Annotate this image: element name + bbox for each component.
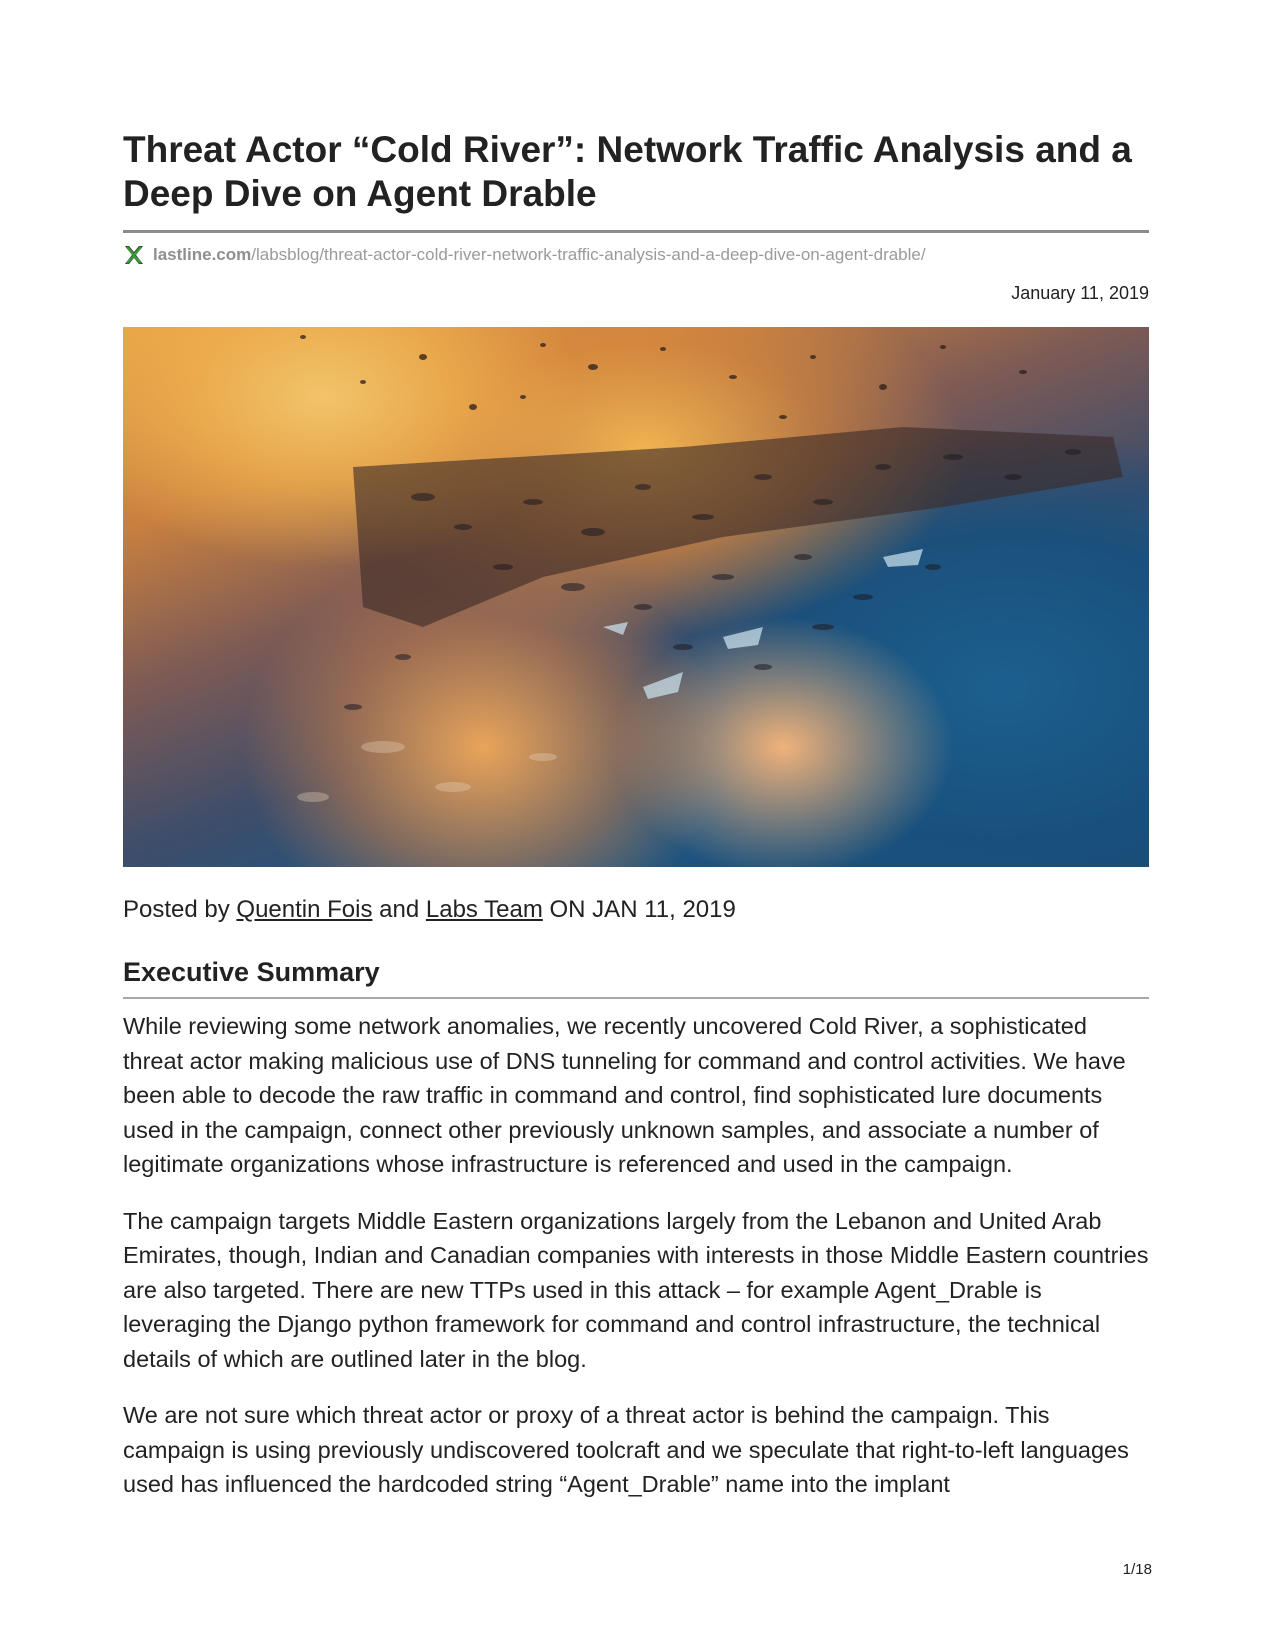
executive-summary-heading: Executive Summary xyxy=(123,957,380,987)
ice-texture xyxy=(123,327,1149,867)
article-title: Threat Actor “Cold River”: Network Traffic Analysis and a Deep Dive on Agent Drable xyxy=(123,129,1132,214)
author-link-labs-team[interactable]: Labs Team xyxy=(425,896,543,923)
summary-paragraph-2: The campaign targets Middle Eastern organizations largely from the Lebanon and United Arab Emirates, though, Indian and Canadian companies with interests in those Middle Eastern countries are also targeted. There are new TTPs used in this attack – for example Agent_Drable is leveraging the Django python framework for command and control infrastructure, the technical details of which are outlined later in the blog. xyxy=(123,1207,1149,1372)
source-domain[interactable]: lastline.com xyxy=(153,245,252,264)
byline-joiner: and xyxy=(372,896,426,923)
byline-prefix: Posted by xyxy=(123,896,237,923)
publish-date: January 11, 2019 xyxy=(1011,283,1149,303)
lastline-logo-icon xyxy=(123,244,145,266)
source-url-row[interactable] xyxy=(123,243,1149,267)
byline xyxy=(123,895,1149,925)
hero-image xyxy=(123,327,1149,867)
byline-suffix: ON JAN 11, 2019 xyxy=(542,896,736,923)
article xyxy=(123,128,1149,1502)
author-link-quentin-fois[interactable]: Quentin Fois xyxy=(236,896,373,923)
page-number: 1/18 xyxy=(1122,1561,1152,1578)
title-divider xyxy=(123,230,1149,233)
section-divider xyxy=(123,997,1149,999)
summary-paragraph-1: While reviewing some network anomalies, we recently uncovered Cold River, a sophisticated threat actor making malicious use of DNS tunneling for command and control activities. We have been able to decode the raw traffic in command and control, find sophisticated lure documents used in the campaign, connect other previously unknown samples, and associate a number of legitimate organizations whose infrastructure is referenced and used in the campaign. xyxy=(123,1013,1126,1177)
source-path[interactable]: /labsblog/threat-actor-cold-river-network-traffic-analysis-and-a-deep-dive-on-agent-drable/ xyxy=(251,245,926,264)
summary-paragraph-3: We are not sure which threat actor or proxy of a threat actor is behind the campaign. This campaign is using previously undiscovered toolcraft and we speculate that right-to-left languages used has influenced the hardcoded string “Agent_Drable” name into the implant xyxy=(123,1402,1129,1497)
